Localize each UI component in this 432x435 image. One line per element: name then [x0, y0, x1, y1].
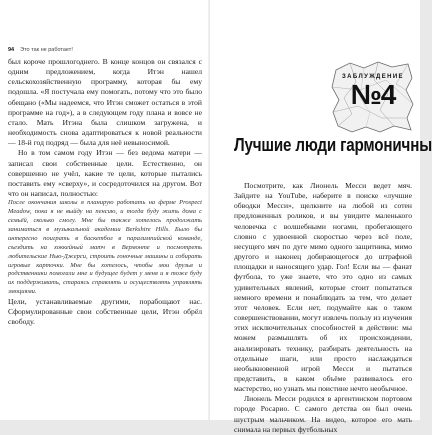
right-page	[210, 0, 432, 434]
left-body-text	[8, 57, 202, 328]
running-head-title: Это так не работает!	[20, 47, 73, 53]
paragraph: был короче прошлогоднего. В конце концов он связался с одним предложением, когда Итэн нашел сельскохозяйственную программу, которая бы ему подошла. «Я постучала ему помогать, потому что это было обещано («Мы надеемся, что Итэн сможет остаться в этой программе на год»), а в следующем году плана и вовсе не стало. Мать Итэна была слишком загружена, и необходимость снова адаптироваться к новой реальности — 18-й год подряд — была для неё невыносимой.	[8, 57, 202, 148]
running-head	[8, 47, 73, 53]
page-number: 94	[8, 47, 15, 53]
chapter-number: №4	[350, 79, 396, 110]
paragraph: Посмотрите, как Лионель Месси ведет мяч. Зайдите на YouTube, наберите в поиске «лучшие обводки Месси», щелкните на любой из сотен предложенных роликов, и вы увидите маленького человечка с волшебными ногами, пробегающего словно с удвоенной скоростью через всё поле, несущего мяч по дуге мимо одного защитника, мимо другого и наконец добирающегося до штрафной площадки и наносящего удар. Гол! Если вы — фанат футбола, то уже знаете, что это одно из самых удивительных явлений, которые стоит попытаться немного времени и понаблюдать за тем, что делает этот человек. Если нет, подумайте как о таком совершенствовании, могут извлечь пользу из изучения этих исключительных способностей в действии: мы можем размышлять об их происхождении, анализировать технику, разбирать деятельность на отдельные шаги, или просто наслаждаться необыкновенной игрой Месси и пытаться представить, в каком объёме развивалось его мастерство, но узнать мы поистине нечто необычное.	[234, 181, 412, 394]
paragraph: Лионель Месси родился в аргентинском портовом городе Росарио. С самого детства он был очень шустрым мальчиком. На видео, которое его мать снимала на первых футбольных	[234, 394, 412, 434]
block-quote: После окончания школы я планирую работать на ферме Prospect Meadow, пока я не выйду на пенсию, и тогда буду жить дома с семьёй, сколько смогу. Мне бы также хотелось продолжать заниматься в музыкальной академии Berkshire Hills. Было бы интересно поиграть в баскетбол в паралимпийской команде, съездить на хоккейный матч в Вермонте и посмотреть любительские Нью-Джерси, строить гоночные машины и собирать игровые карточки. Мне бы хотелось, чтобы мои друзья и родственники помогали мне и будущее будет у меня и я тоже буду их поддерживать, стараясь справлять и осуществлять управлять эмоциями.	[8, 199, 202, 296]
chapter-kicker: ЗАБЛУЖДЕНИЕ	[342, 74, 404, 80]
right-body-text	[234, 181, 412, 435]
chapter-badge	[330, 60, 414, 134]
paragraph: Цели, устанавливаемые другими, порабощают нас. Сформулированные свои собственные цели, Итэн обрёл свободу.	[8, 297, 202, 327]
paragraph: Но в том самом году Итэн — без ведома матери — записал свои собственные цели. Естественно, он совершенно не учёл, какие те цели, которые пытались поставить ему «сверху», и сосредоточился на другом. Вот что он написал, полностью:	[8, 148, 202, 199]
left-page	[0, 0, 210, 420]
chapter-title: Лучшие люди гармоничны	[234, 134, 432, 155]
